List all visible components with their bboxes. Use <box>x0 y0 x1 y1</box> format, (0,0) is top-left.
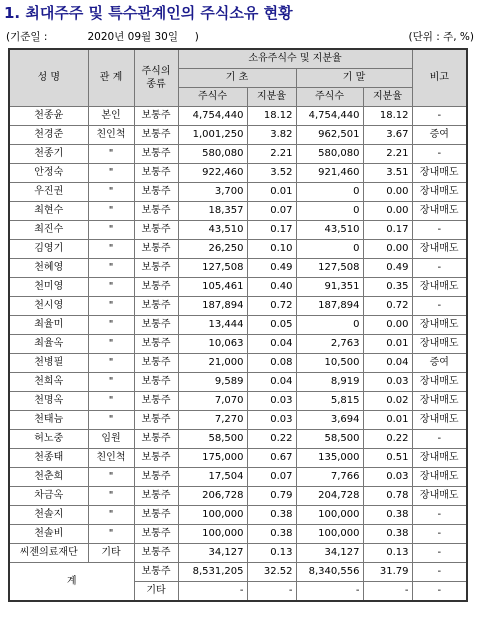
cell-end-shares: 204,728 <box>296 487 363 506</box>
cell-remark: - <box>412 107 467 126</box>
cell-end-ratio: 0.00 <box>363 316 412 335</box>
cell-stock-type: 보통주 <box>134 240 178 259</box>
cell-end-ratio: 0.35 <box>363 278 412 297</box>
cell-remark: - <box>412 145 467 164</box>
cell-end-shares: 127,508 <box>296 259 363 278</box>
total-common-end-shares: 8,340,556 <box>296 563 363 582</box>
cell-relation: " <box>88 297 134 316</box>
cell-begin-ratio: 0.17 <box>247 221 296 240</box>
cell-name: 최현수 <box>9 202 88 221</box>
cell-stock-type: 보통주 <box>134 449 178 468</box>
cell-end-shares: 5,815 <box>296 392 363 411</box>
cell-begin-shares: 26,250 <box>178 240 247 259</box>
cell-end-shares: 2,763 <box>296 335 363 354</box>
header-holdings: 소유주식수 및 지분율 <box>178 49 412 69</box>
cell-end-shares: 43,510 <box>296 221 363 240</box>
cell-begin-shares: 100,000 <box>178 506 247 525</box>
cell-relation: " <box>88 487 134 506</box>
cell-end-ratio: 0.03 <box>363 468 412 487</box>
cell-begin-shares: 187,894 <box>178 297 247 316</box>
table-row <box>9 278 467 297</box>
header-end-shares: 주식수 <box>296 88 363 107</box>
table-row <box>9 126 467 145</box>
cell-end-shares: 100,000 <box>296 506 363 525</box>
cell-relation: " <box>88 525 134 544</box>
cell-name: 최진수 <box>9 221 88 240</box>
table-row <box>9 392 467 411</box>
cell-relation: " <box>88 392 134 411</box>
cell-end-ratio: 3.67 <box>363 126 412 145</box>
cell-begin-shares: 105,461 <box>178 278 247 297</box>
cell-name: 천종윤 <box>9 107 88 126</box>
cell-remark: 장내매도 <box>412 202 467 221</box>
header-remark: 비고 <box>412 49 467 107</box>
cell-relation: " <box>88 278 134 297</box>
cell-begin-shares: 43,510 <box>178 221 247 240</box>
table-row <box>9 107 467 126</box>
cell-relation: " <box>88 335 134 354</box>
cell-end-shares: 135,000 <box>296 449 363 468</box>
cell-end-shares: 0 <box>296 202 363 221</box>
total-other-end-shares: - <box>296 582 363 602</box>
table-row <box>9 544 467 563</box>
unit-note: (단위 : 주, %) <box>408 31 474 43</box>
cell-begin-ratio: 0.38 <box>247 525 296 544</box>
total-other-type: 기타 <box>134 582 178 602</box>
cell-name: 천시영 <box>9 297 88 316</box>
cell-end-ratio: 0.01 <box>363 335 412 354</box>
cell-begin-shares: 13,444 <box>178 316 247 335</box>
cell-begin-ratio: 0.72 <box>247 297 296 316</box>
cell-name: 김영기 <box>9 240 88 259</box>
cell-begin-shares: 34,127 <box>178 544 247 563</box>
cell-begin-shares: 18,357 <box>178 202 247 221</box>
cell-remark: 장내매도 <box>412 392 467 411</box>
cell-end-ratio: 0.78 <box>363 487 412 506</box>
page-title: 1. 최대주주 및 특수관계인의 주식소유 현황 <box>4 4 293 22</box>
total-common-remark: - <box>412 563 467 582</box>
cell-remark: - <box>412 297 467 316</box>
cell-end-ratio: 0.03 <box>363 373 412 392</box>
cell-end-ratio: 0.38 <box>363 525 412 544</box>
cell-stock-type: 보통주 <box>134 487 178 506</box>
cell-begin-ratio: 0.04 <box>247 373 296 392</box>
cell-stock-type: 보통주 <box>134 297 178 316</box>
table-row <box>9 487 467 506</box>
cell-stock-type: 보통주 <box>134 183 178 202</box>
total-other-end-ratio: - <box>363 582 412 602</box>
header-stock-type: 주식의 종류 <box>134 49 178 107</box>
cell-name: 천솔비 <box>9 525 88 544</box>
cell-relation: " <box>88 145 134 164</box>
table-row <box>9 202 467 221</box>
header-name: 성 명 <box>9 49 88 107</box>
cell-end-ratio: 0.72 <box>363 297 412 316</box>
cell-begin-ratio: 3.52 <box>247 164 296 183</box>
cell-relation: " <box>88 506 134 525</box>
cell-name: 우진권 <box>9 183 88 202</box>
cell-stock-type: 보통주 <box>134 221 178 240</box>
cell-begin-ratio: 0.04 <box>247 335 296 354</box>
cell-relation: " <box>88 354 134 373</box>
cell-begin-shares: 10,063 <box>178 335 247 354</box>
cell-begin-ratio: 0.38 <box>247 506 296 525</box>
table-row <box>9 506 467 525</box>
cell-stock-type: 보통주 <box>134 145 178 164</box>
cell-remark: - <box>412 430 467 449</box>
cell-begin-shares: 21,000 <box>178 354 247 373</box>
header-begin: 기 초 <box>178 69 296 88</box>
cell-end-ratio: 0.04 <box>363 354 412 373</box>
cell-begin-ratio: 0.13 <box>247 544 296 563</box>
cell-begin-ratio: 0.07 <box>247 468 296 487</box>
cell-relation: " <box>88 183 134 202</box>
cell-end-shares: 8,919 <box>296 373 363 392</box>
cell-begin-shares: 17,504 <box>178 468 247 487</box>
cell-name: 허노중 <box>9 430 88 449</box>
cell-name: 최율옥 <box>9 335 88 354</box>
cell-relation: 임원 <box>88 430 134 449</box>
cell-begin-ratio: 0.79 <box>247 487 296 506</box>
cell-end-ratio: 0.00 <box>363 183 412 202</box>
table-row <box>9 335 467 354</box>
table-row <box>9 430 467 449</box>
cell-stock-type: 보통주 <box>134 544 178 563</box>
cell-remark: 장내매도 <box>412 164 467 183</box>
cell-remark: - <box>412 544 467 563</box>
cell-remark: 장내매도 <box>412 278 467 297</box>
base-date: (기준일 : 2020년 09월 30일 ) <box>6 31 199 43</box>
cell-begin-ratio: 18.12 <box>247 107 296 126</box>
cell-relation: " <box>88 221 134 240</box>
cell-begin-shares: 100,000 <box>178 525 247 544</box>
total-common-type: 보통주 <box>134 563 178 582</box>
cell-begin-shares: 3,700 <box>178 183 247 202</box>
cell-end-ratio: 0.13 <box>363 544 412 563</box>
table-row <box>9 449 467 468</box>
cell-relation: 친인척 <box>88 126 134 145</box>
cell-remark: - <box>412 525 467 544</box>
total-other-remark: - <box>412 582 467 602</box>
cell-stock-type: 보통주 <box>134 202 178 221</box>
cell-begin-ratio: 0.03 <box>247 392 296 411</box>
cell-begin-shares: 127,508 <box>178 259 247 278</box>
table-row <box>9 297 467 316</box>
cell-remark: 장내매도 <box>412 449 467 468</box>
table-row <box>9 316 467 335</box>
cell-begin-ratio: 0.10 <box>247 240 296 259</box>
cell-relation: " <box>88 240 134 259</box>
cell-begin-shares: 175,000 <box>178 449 247 468</box>
cell-end-ratio: 18.12 <box>363 107 412 126</box>
cell-begin-shares: 4,754,440 <box>178 107 247 126</box>
cell-remark: 증여 <box>412 126 467 145</box>
cell-name: 천혜영 <box>9 259 88 278</box>
cell-end-shares: 0 <box>296 316 363 335</box>
cell-end-shares: 921,460 <box>296 164 363 183</box>
table-row <box>9 183 467 202</box>
cell-end-shares: 0 <box>296 183 363 202</box>
cell-name: 천미영 <box>9 278 88 297</box>
cell-end-ratio: 0.22 <box>363 430 412 449</box>
cell-remark: 장내매도 <box>412 411 467 430</box>
cell-end-ratio: 2.21 <box>363 145 412 164</box>
cell-end-ratio: 0.01 <box>363 411 412 430</box>
header-end: 기 말 <box>296 69 412 88</box>
cell-end-shares: 962,501 <box>296 126 363 145</box>
cell-remark: 장내매도 <box>412 316 467 335</box>
cell-remark: - <box>412 259 467 278</box>
cell-stock-type: 보통주 <box>134 278 178 297</box>
cell-name: 천태늠 <box>9 411 88 430</box>
cell-stock-type: 보통주 <box>134 164 178 183</box>
cell-end-shares: 10,500 <box>296 354 363 373</box>
cell-begin-shares: 580,080 <box>178 145 247 164</box>
cell-end-shares: 7,766 <box>296 468 363 487</box>
cell-begin-shares: 922,460 <box>178 164 247 183</box>
cell-end-shares: 4,754,440 <box>296 107 363 126</box>
cell-remark: 장내매도 <box>412 468 467 487</box>
cell-remark: 장내매도 <box>412 183 467 202</box>
cell-end-shares: 3,694 <box>296 411 363 430</box>
cell-end-shares: 91,351 <box>296 278 363 297</box>
cell-stock-type: 보통주 <box>134 373 178 392</box>
cell-stock-type: 보통주 <box>134 335 178 354</box>
cell-begin-ratio: 2.21 <box>247 145 296 164</box>
cell-remark: 증여 <box>412 354 467 373</box>
cell-name: 씨젠의료재단 <box>9 544 88 563</box>
cell-begin-ratio: 0.03 <box>247 411 296 430</box>
cell-stock-type: 보통주 <box>134 392 178 411</box>
cell-end-ratio: 0.49 <box>363 259 412 278</box>
total-label: 계 <box>9 563 134 602</box>
cell-relation: " <box>88 411 134 430</box>
total-row-common <box>9 563 467 582</box>
total-other-begin-shares: - <box>178 582 247 602</box>
cell-stock-type: 보통주 <box>134 126 178 145</box>
cell-begin-shares: 7,070 <box>178 392 247 411</box>
header-begin-shares: 주식수 <box>178 88 247 107</box>
cell-stock-type: 보통주 <box>134 506 178 525</box>
cell-begin-shares: 206,728 <box>178 487 247 506</box>
total-common-begin-shares: 8,531,205 <box>178 563 247 582</box>
cell-remark: 장내매도 <box>412 335 467 354</box>
cell-relation: " <box>88 373 134 392</box>
cell-relation: 본인 <box>88 107 134 126</box>
cell-relation: " <box>88 202 134 221</box>
cell-remark: - <box>412 221 467 240</box>
cell-relation: " <box>88 316 134 335</box>
cell-end-ratio: 0.51 <box>363 449 412 468</box>
cell-end-ratio: 0.00 <box>363 202 412 221</box>
cell-begin-ratio: 0.22 <box>247 430 296 449</box>
cell-end-shares: 0 <box>296 240 363 259</box>
cell-stock-type: 보통주 <box>134 430 178 449</box>
table-row <box>9 221 467 240</box>
cell-relation: " <box>88 259 134 278</box>
cell-relation: 친인척 <box>88 449 134 468</box>
cell-relation: " <box>88 164 134 183</box>
table-row <box>9 240 467 259</box>
cell-end-shares: 100,000 <box>296 525 363 544</box>
cell-name: 천춘희 <box>9 468 88 487</box>
cell-begin-ratio: 0.05 <box>247 316 296 335</box>
cell-begin-ratio: 0.07 <box>247 202 296 221</box>
header-begin-ratio: 지분율 <box>247 88 296 107</box>
table-row <box>9 373 467 392</box>
cell-end-shares: 580,080 <box>296 145 363 164</box>
cell-relation: " <box>88 468 134 487</box>
cell-stock-type: 보통주 <box>134 354 178 373</box>
cell-name: 최율미 <box>9 316 88 335</box>
report-meta <box>6 29 474 44</box>
table-row <box>9 468 467 487</box>
cell-begin-ratio: 0.49 <box>247 259 296 278</box>
cell-begin-shares: 7,270 <box>178 411 247 430</box>
cell-stock-type: 보통주 <box>134 411 178 430</box>
header-relation: 관 계 <box>88 49 134 107</box>
total-common-begin-ratio: 32.52 <box>247 563 296 582</box>
total-other-begin-ratio: - <box>247 582 296 602</box>
cell-name: 천솔지 <box>9 506 88 525</box>
cell-stock-type: 보통주 <box>134 316 178 335</box>
total-common-end-ratio: 31.79 <box>363 563 412 582</box>
table-row <box>9 259 467 278</box>
table-row <box>9 525 467 544</box>
cell-begin-shares: 58,500 <box>178 430 247 449</box>
cell-remark: 장내매도 <box>412 240 467 259</box>
cell-relation: 기타 <box>88 544 134 563</box>
cell-end-shares: 58,500 <box>296 430 363 449</box>
table-row <box>9 411 467 430</box>
cell-remark: 장내매도 <box>412 487 467 506</box>
cell-begin-ratio: 0.67 <box>247 449 296 468</box>
cell-name: 천병필 <box>9 354 88 373</box>
cell-name: 천경준 <box>9 126 88 145</box>
cell-end-ratio: 0.02 <box>363 392 412 411</box>
cell-end-ratio: 3.51 <box>363 164 412 183</box>
cell-begin-ratio: 0.01 <box>247 183 296 202</box>
cell-remark: - <box>412 506 467 525</box>
cell-begin-ratio: 3.82 <box>247 126 296 145</box>
ownership-table <box>8 48 468 602</box>
cell-name: 천명옥 <box>9 392 88 411</box>
cell-begin-ratio: 0.40 <box>247 278 296 297</box>
cell-begin-ratio: 0.08 <box>247 354 296 373</box>
cell-begin-shares: 1,001,250 <box>178 126 247 145</box>
cell-end-ratio: 0.17 <box>363 221 412 240</box>
cell-stock-type: 보통주 <box>134 468 178 487</box>
table-row <box>9 354 467 373</box>
cell-name: 차금옥 <box>9 487 88 506</box>
cell-stock-type: 보통주 <box>134 525 178 544</box>
cell-stock-type: 보통주 <box>134 107 178 126</box>
cell-end-ratio: 0.38 <box>363 506 412 525</box>
cell-name: 안정숙 <box>9 164 88 183</box>
cell-stock-type: 보통주 <box>134 259 178 278</box>
cell-end-shares: 34,127 <box>296 544 363 563</box>
cell-remark: 장내매도 <box>412 373 467 392</box>
cell-name: 천희옥 <box>9 373 88 392</box>
cell-end-ratio: 0.00 <box>363 240 412 259</box>
header-end-ratio: 지분율 <box>363 88 412 107</box>
cell-begin-shares: 9,589 <box>178 373 247 392</box>
cell-name: 천종기 <box>9 145 88 164</box>
cell-name: 천종태 <box>9 449 88 468</box>
table-row <box>9 164 467 183</box>
table-row <box>9 145 467 164</box>
cell-end-shares: 187,894 <box>296 297 363 316</box>
